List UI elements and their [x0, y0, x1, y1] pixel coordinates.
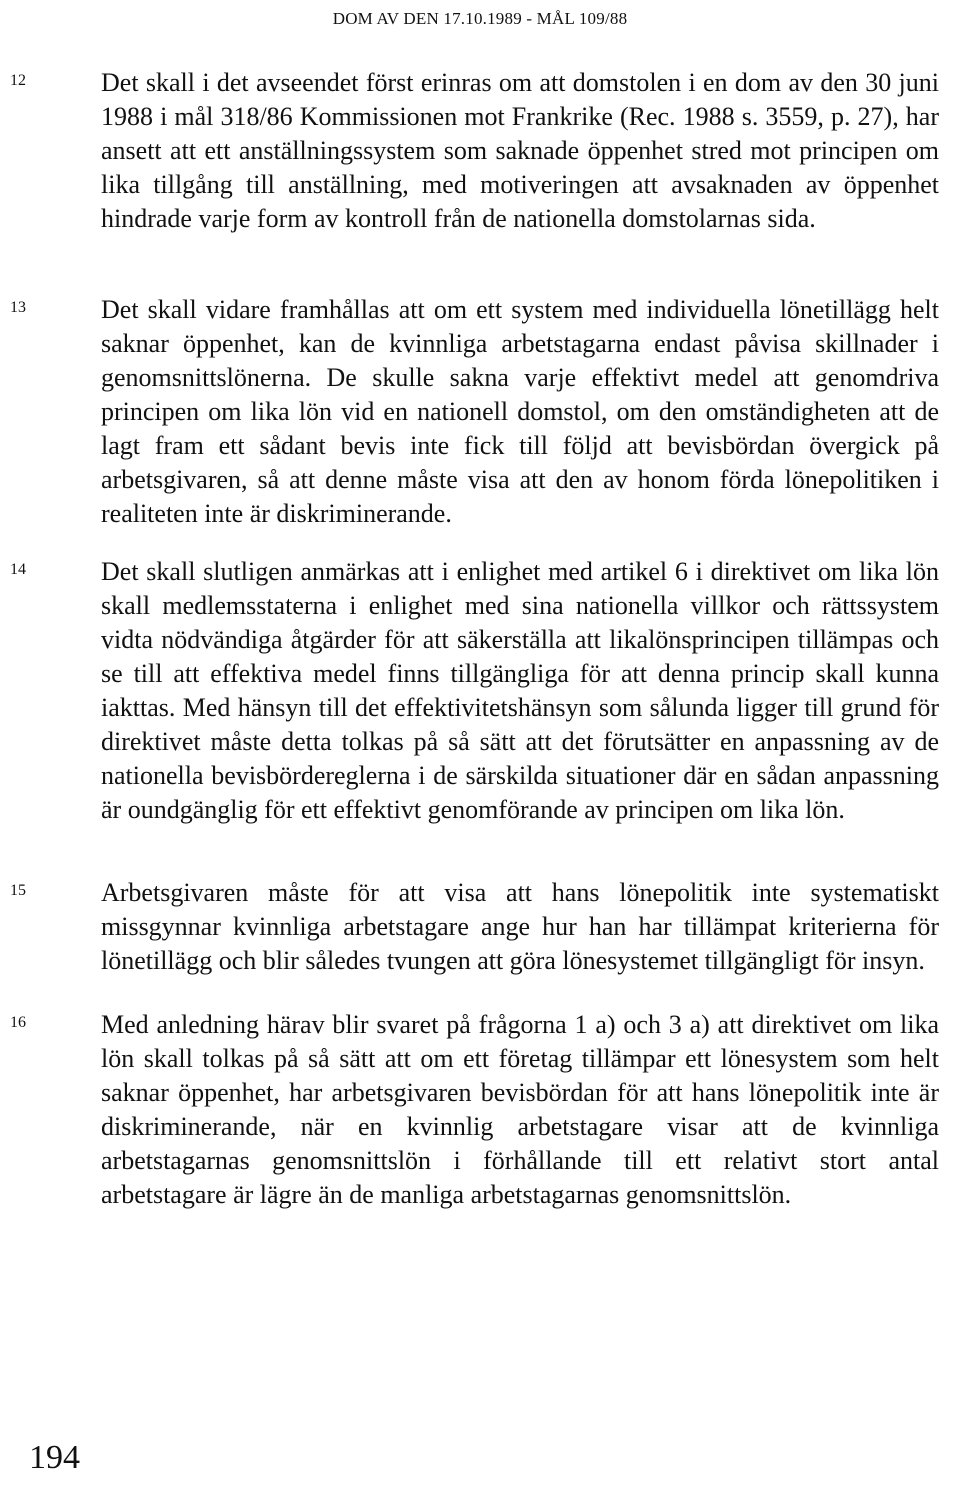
paragraph-number: 12 [10, 72, 26, 89]
paragraph-text: Med anledning härav blir svaret på frågorna 1 a) och 3 a) att direktivet om lika lön skall tolkas på så sätt att om ett företag tillämpar ett lönesystem som helt saknar öppenhet, har arbetsgivaren bevisbördan för att hans lönepolitik inte är diskriminerande, när en kvinnlig arbetstagare visar att de kvinnliga arbetstagarnas genomsnittslön i förhållande till ett relativt stort antal arbetstagare är lägre än de manliga arbetstagarnas genomsnittslön. [101, 1010, 939, 1209]
paragraph-text: Det skall slutligen anmärkas att i enlighet med artikel 6 i direktivet om lika lön skall medlemsstaterna i enlighet med sina nationella villkor och rättssystem vidta nödvändiga åtgärder för att säkerställa att likalönsprincipen tillämpas och se till att effektiva medel finns tillgängliga för att denna princip skall kunna iakttas. Med hänsyn till det effektivitetshänsyn som sålunda ligger till grund för direktivet måste detta tolkas på så sätt att det förutsätter en anpassning av de nationella bevisbördereglerna i de särskilda situationer där en sådan anpassning är oundgänglig för ett effektivt genomförande av principen om lika lön. [101, 557, 939, 824]
paragraph-number: 15 [10, 882, 26, 899]
paragraph-number: 16 [10, 1014, 26, 1031]
page-number: 194 [29, 1439, 80, 1476]
running-header: DOM AV DEN 17.10.1989 - MÅL 109/88 [332, 9, 628, 28]
paragraph-text: Arbetsgivaren måste för att visa att hans lönepolitik inte systematiskt missgynnar kvinnliga arbetstagare ange hur han har tillämpat kriterierna för lönetillägg och blir således tvungen att göra lönesystemet tillgängligt för insyn. [101, 878, 939, 975]
paragraph-text: Det skall vidare framhållas att om ett system med individuella lönetillägg helt saknar öppenhet, kan de kvinnliga arbetstagarna endast påvisa skillnader i genomsnittslönerna. De skulle sakna varje effektivt medel att genomdriva principen om lika lön vid en nationell domstol, om den omständigheten att de lagt fram ett sådant bevis inte fick till följd att bevisbördan övergick på arbetsgivaren, så att denne måste visa att den av honom förda lönepolitiken i realiteten inte är diskriminerande. [101, 295, 939, 528]
paragraph-number: 13 [10, 299, 26, 316]
paragraph-text: Det skall i det avseendet först erinras om att domstolen i en dom av den 30 juni 1988 i mål 318/86 Kommissionen mot Frankrike (Rec. 1988 s. 3559, p. 27), har ansett att ett anställningssystem som saknade öppenhet stred mot principen om lika tillgång till anställning, med motiveringen att avsaknaden av öppenhet hindrade varje form av kontroll från de nationella domstolarnas sida. [101, 68, 939, 233]
paragraph-number: 14 [10, 561, 26, 578]
